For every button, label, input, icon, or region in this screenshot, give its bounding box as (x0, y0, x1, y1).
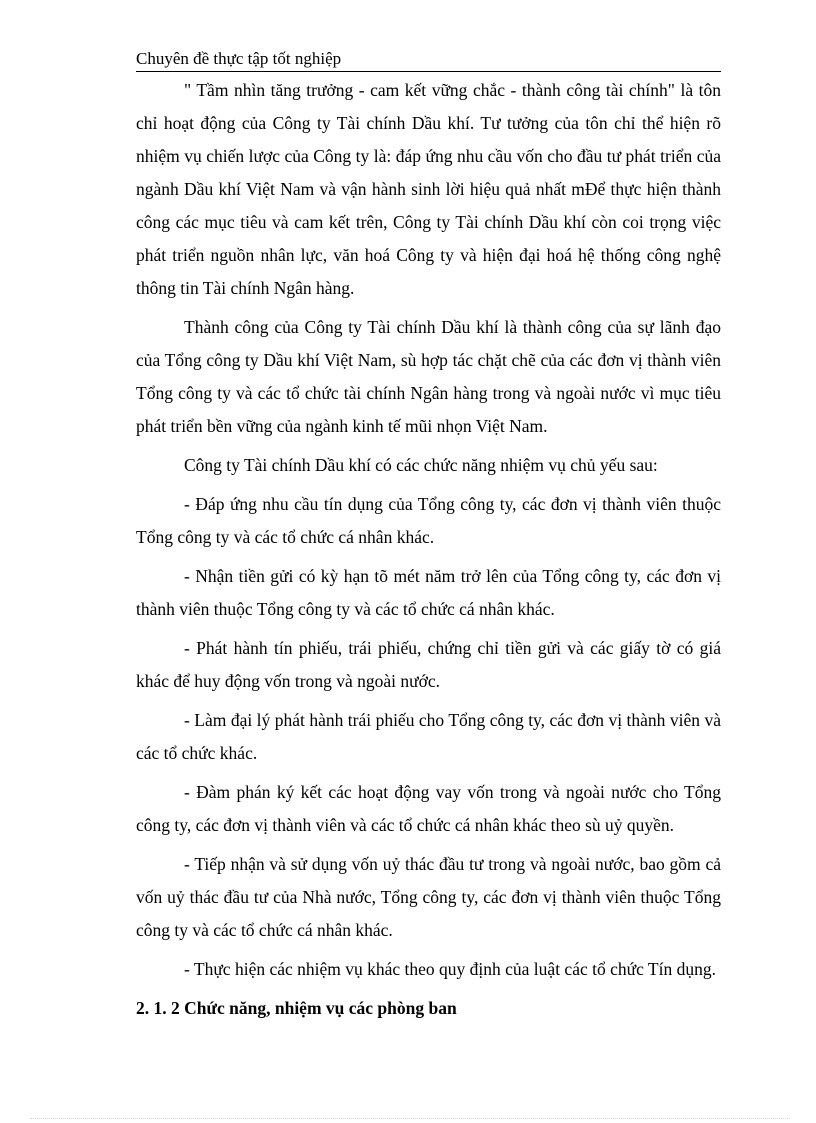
list-item-trust-capital: - Tiếp nhận và sử dụng vốn uỷ thác đầu tư trong và ngoài nước, bao gồm cả vốn uỷ thác đầu tư của Nhà nước, Tổng công ty, các đơn vị thành viên thuộc Tổng công ty và các tổ chức cá nhân khác. (136, 854, 721, 940)
footer-divider (30, 1118, 790, 1119)
running-header: Chuyên đề thực tập tốt nghiệp (136, 48, 721, 72)
list-item-deposits: - Nhận tiền gửi có kỳ hạn tõ mét năm trở lên của Tổng công ty, các đơn vị thành viên thuộc Tổng công ty và các tổ chức cá nhân khác. (136, 566, 721, 619)
paragraph-success: Thành công của Công ty Tài chính Dầu khí là thành công của sự lãnh đạo của Tổng công ty Dầu khí Việt Nam, sù hợp tác chặt chẽ của các đơn vị thành viên Tổng công ty và các tổ chức tài chính Ngân hàng trong và ngoài nước vì mục tiêu phát triển bền vững của ngành kinh tế mũi nhọn Việt Nam. (136, 317, 721, 436)
paragraph-functions-intro: Công ty Tài chính Dầu khí có các chức năng nhiệm vụ chủ yếu sau: (184, 455, 658, 475)
paragraph-motto: " Tầm nhìn tăng trưởng - cam kết vững chắc - thành công tài chính" là tôn chỉ hoạt động của Công ty Tài chính Dầu khí. Tư tưởng của tôn chỉ thể hiện rõ nhiệm vụ chiến lược của Công ty là: đáp ứng nhu cầu vốn cho đầu tư phát triển của ngành Dầu khí Việt Nam và vận hành sinh lời hiệu quả nhất mĐể thực hiện thành công các mục tiêu và cam kết trên, Công ty Tài chính Dầu khí còn coi trọng việc phát triển nguồn nhân lực, văn hoá Công ty và hiện đại hoá hệ thống công nghệ thông tin Tài chính Ngân hàng. (136, 80, 721, 298)
body-text (136, 74, 721, 1025)
list-item-issuance: - Phát hành tín phiếu, trái phiếu, chứng chỉ tiền gửi và các giấy tờ có giá khác để huy động vốn trong và ngoài nước. (136, 638, 721, 691)
section-heading: 2. 1. 2 Chức năng, nhiệm vụ các phòng ban (136, 998, 457, 1018)
list-item-negotiation: - Đàm phán ký kết các hoạt động vay vốn trong và ngoài nước cho Tổng công ty, các đơn vị thành viên và các tổ chức cá nhân khác theo sù uỷ quyền. (136, 782, 721, 835)
list-item-other-duties: - Thực hiện các nhiệm vụ khác theo quy định của luật các tổ chức Tín dụng. (184, 959, 716, 979)
list-item-agency: - Làm đại lý phát hành trái phiếu cho Tổng công ty, các đơn vị thành viên và các tổ chức khác. (136, 710, 721, 763)
list-item-credit: - Đáp ứng nhu cầu tín dụng của Tổng công ty, các đơn vị thành viên thuộc Tổng công ty và các tổ chức cá nhân khác. (136, 494, 721, 547)
